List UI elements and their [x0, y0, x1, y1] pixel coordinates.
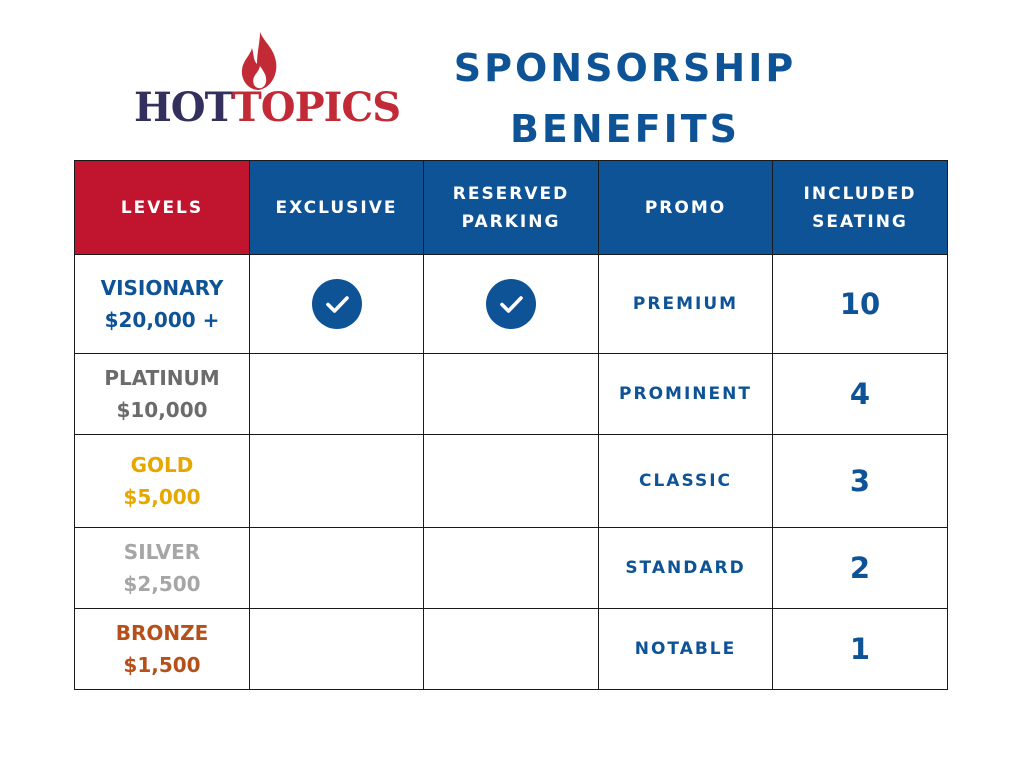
level-name: PLATINUM	[104, 366, 220, 390]
seating-value: 1	[849, 632, 871, 666]
exclusive-cell	[250, 435, 424, 528]
logo-wordmark	[134, 84, 401, 131]
level-cell	[75, 435, 250, 528]
table-header-row	[75, 161, 948, 255]
level-cell	[75, 609, 250, 690]
level-price: $1,500	[123, 653, 201, 677]
parking-cell	[424, 528, 599, 609]
promo-value: STANDARD	[625, 558, 746, 578]
promo-value: CLASSIC	[639, 471, 732, 491]
exclusive-cell	[250, 609, 424, 690]
table-row	[75, 609, 948, 690]
table-row	[75, 435, 948, 528]
parking-cell	[424, 609, 599, 690]
level-name: VISIONARY	[100, 276, 224, 300]
level-name: GOLD	[130, 453, 194, 477]
level-price: $10,000	[116, 398, 208, 422]
page-title	[440, 38, 810, 160]
flame-icon	[238, 30, 284, 92]
table-row	[75, 528, 948, 609]
logo-hot-text: HOT	[134, 84, 232, 131]
check-circle-icon	[312, 279, 362, 329]
title-line-2: BENEFITS	[509, 107, 741, 151]
header-included-seating: INCLUDED SEATING	[773, 161, 948, 255]
sponsorship-table	[74, 160, 948, 690]
promo-cell	[599, 528, 773, 609]
parking-cell	[424, 354, 599, 435]
header-promo: PROMO	[599, 161, 773, 255]
seating-cell	[773, 354, 948, 435]
level-cell	[75, 255, 250, 354]
level-price: $2,500	[123, 572, 201, 596]
level-cell	[75, 528, 250, 609]
parking-cell	[424, 435, 599, 528]
header-reserved-parking: RESERVED PARKING	[424, 161, 599, 255]
promo-cell	[599, 354, 773, 435]
seating-value: 3	[849, 464, 871, 498]
seating-cell	[773, 528, 948, 609]
seating-cell	[773, 435, 948, 528]
exclusive-cell	[250, 528, 424, 609]
parking-cell	[424, 255, 599, 354]
header-levels: LEVELS	[75, 161, 250, 255]
seating-cell	[773, 609, 948, 690]
check-circle-icon	[486, 279, 536, 329]
level-name: BRONZE	[115, 621, 209, 645]
header-exclusive: EXCLUSIVE	[250, 161, 424, 255]
logo-topics-text: TOPICS	[231, 84, 401, 131]
level-price: $20,000 +	[104, 308, 220, 332]
hot-topics-logo	[130, 30, 430, 135]
exclusive-cell	[250, 255, 424, 354]
promo-cell	[599, 435, 773, 528]
exclusive-cell	[250, 354, 424, 435]
seating-value: 2	[849, 551, 871, 585]
promo-cell	[599, 255, 773, 354]
table-row	[75, 354, 948, 435]
table-row	[75, 255, 948, 354]
promo-value: NOTABLE	[634, 639, 737, 659]
level-price: $5,000	[123, 485, 201, 509]
level-name: SILVER	[123, 540, 201, 564]
level-cell	[75, 354, 250, 435]
promo-cell	[599, 609, 773, 690]
promo-value: PREMIUM	[632, 294, 739, 314]
promo-value: PROMINENT	[619, 384, 752, 404]
title-line-1: SPONSORSHIP	[453, 46, 797, 90]
seating-value: 10	[839, 287, 881, 321]
seating-cell	[773, 255, 948, 354]
seating-value: 4	[849, 377, 871, 411]
